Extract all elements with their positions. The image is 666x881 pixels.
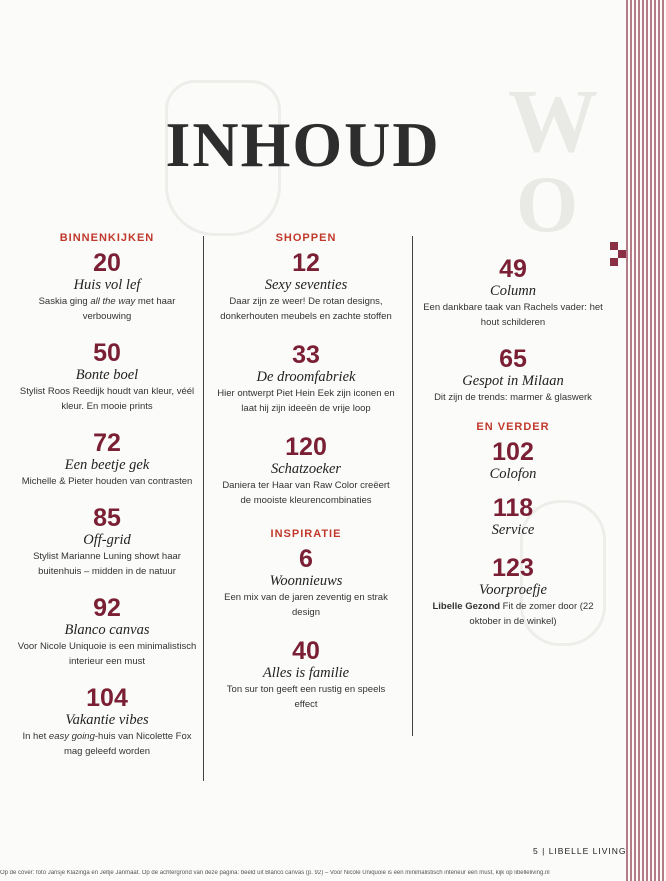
- page-number: 65: [499, 345, 527, 373]
- contents-column-3: [423, 250, 603, 629]
- toc-entry[interactable]: [216, 638, 396, 712]
- page-number: 12: [292, 249, 320, 277]
- article-heading: Bonte boel: [75, 367, 139, 383]
- article-description: [216, 682, 396, 712]
- article-heading: Een beetje gek: [64, 457, 150, 473]
- toc-entry[interactable]: [423, 495, 603, 539]
- footer-separator: |: [542, 846, 546, 856]
- page-number: 33: [292, 341, 320, 369]
- page-number: 72: [93, 429, 121, 457]
- article-heading: Vakantie vibes: [65, 712, 149, 728]
- toc-entry[interactable]: [17, 685, 197, 759]
- description-text: Hier ontwerpt Piet Hein Eek zijn iconen en laat hij zijn ideeën de vrije loop: [217, 388, 395, 414]
- description-text: Daniera ter Haar van Raw Color creëert de mooiste kleurencombinaties: [222, 480, 390, 506]
- toc-entry[interactable]: [216, 232, 396, 324]
- article-description: [17, 474, 197, 489]
- page-number: 123: [492, 554, 534, 582]
- toc-entry[interactable]: [216, 528, 396, 620]
- article-description: [17, 639, 197, 669]
- page-number: 120: [285, 433, 327, 461]
- toc-entry[interactable]: [17, 595, 197, 669]
- article-heading: Column: [490, 283, 536, 299]
- section-label: EN VERDER: [476, 421, 550, 433]
- article-heading: Schatzoeker: [270, 461, 342, 477]
- corner-tab-mark: [618, 250, 626, 258]
- article-description: [423, 390, 603, 405]
- article-description: [216, 478, 396, 508]
- toc-entry[interactable]: [423, 421, 603, 483]
- description-text: Een dankbare taak van Rachels vader: het hout schilderen: [423, 302, 603, 328]
- article-description: [423, 599, 603, 629]
- article-description: [17, 294, 197, 324]
- description-text: Saskia ging: [38, 296, 91, 307]
- toc-entry[interactable]: [216, 434, 396, 508]
- article-description: [423, 300, 603, 330]
- toc-entry[interactable]: [216, 342, 396, 416]
- article-heading: Woonnieuws: [269, 573, 343, 589]
- article-heading: Sexy seventies: [264, 277, 348, 293]
- section-label: BINNENKIJKEN: [59, 232, 155, 244]
- article-heading: Off-grid: [83, 532, 131, 548]
- description-text: Michelle & Pieter houden van contrasten: [21, 476, 193, 487]
- background-letter-w: W: [508, 72, 598, 171]
- page-number: 49: [499, 255, 527, 283]
- toc-entry[interactable]: [423, 256, 603, 330]
- article-heading: Service: [491, 522, 535, 538]
- description-text: Ton sur ton geeft een rustig en speels effect: [226, 684, 386, 710]
- page-number: 102: [492, 438, 534, 466]
- article-description: [17, 384, 197, 414]
- section-label: SHOPPEN: [275, 232, 337, 244]
- column-divider: [412, 236, 413, 736]
- description-text: Stylist Marianne Luning showt haar buitenhuis – midden in de natuur: [33, 551, 181, 577]
- article-heading: Blanco canvas: [64, 622, 150, 638]
- page-number: 118: [492, 494, 534, 522]
- toc-entry[interactable]: [17, 430, 197, 489]
- description-text: Voor Nicole Uniquoie is een minimalistisch interieur een must: [17, 641, 197, 667]
- page-number: 20: [93, 249, 121, 277]
- page-number: 5: [533, 846, 539, 856]
- section-label: INSPIRATIE: [270, 528, 342, 540]
- page-number: 50: [93, 339, 121, 367]
- contents-column-2: [216, 232, 396, 712]
- article-description: [17, 549, 197, 579]
- article-heading: De droomfabriek: [256, 369, 356, 385]
- article-heading: Gespot in Milaan: [462, 373, 564, 389]
- description-text: Stylist Roos Reedijk houdt van kleur, véél kleur. En mooie prints: [19, 386, 195, 412]
- article-description: [17, 729, 197, 759]
- toc-entry[interactable]: [423, 346, 603, 405]
- page-number: 92: [93, 594, 121, 622]
- contents-column-1: [17, 232, 197, 759]
- article-description: [216, 386, 396, 416]
- page-footer: [533, 846, 627, 856]
- description-text: Libelle Gezond: [432, 601, 501, 612]
- description-text: -huis van Nicolette Fox mag geleefd worden: [63, 731, 192, 757]
- cover-credit: Op de cover: foto Jansje Klazinga en Jeltje Janmaat. Op de achtergrond van deze pagina: beeld uit Blanco canvas (p. 92) – Voor Nicole Uniquoie is een minimalistisch interieur een must, kijk op libelleliving.nl: [0, 870, 550, 876]
- article-heading: Huis vol lef: [73, 277, 141, 293]
- background-letter-o: O: [516, 161, 579, 249]
- page-number: 6: [299, 545, 313, 573]
- description-text: Dit zijn de trends: marmer & glaswerk: [434, 392, 592, 403]
- toc-entry[interactable]: [17, 232, 197, 324]
- page-number: 40: [292, 637, 320, 665]
- toc-entry[interactable]: [423, 555, 603, 629]
- description-text: In het: [22, 731, 49, 742]
- page-number: 85: [93, 504, 121, 532]
- magazine-name: LIBELLE LIVING: [548, 846, 627, 856]
- toc-entry[interactable]: [17, 340, 197, 414]
- decorative-stripes: [626, 0, 666, 881]
- column-divider: [203, 236, 204, 781]
- article-heading: Voorproefje: [479, 582, 547, 598]
- description-text: met haar verbouwing: [82, 296, 176, 322]
- description-text: Een mix van de jaren zeventig en strak design: [224, 592, 388, 618]
- article-heading: Alles is familie: [262, 665, 350, 681]
- description-text: all the way: [90, 296, 136, 307]
- description-text: Fit de zomer door (22 oktober in de winkel): [469, 601, 594, 627]
- description-text: easy going: [48, 731, 95, 742]
- article-description: [216, 294, 396, 324]
- page-number: 104: [86, 684, 128, 712]
- page-title: INHOUD: [165, 109, 441, 180]
- article-heading: Colofon: [489, 466, 537, 482]
- description-text: Daar zijn ze weer! De rotan designs, donkerhouten meubels en zachte stoffen: [220, 296, 392, 322]
- article-description: [216, 590, 396, 620]
- toc-entry[interactable]: [17, 505, 197, 579]
- corner-tab-mark: [610, 242, 618, 250]
- corner-tab-mark: [610, 258, 618, 266]
